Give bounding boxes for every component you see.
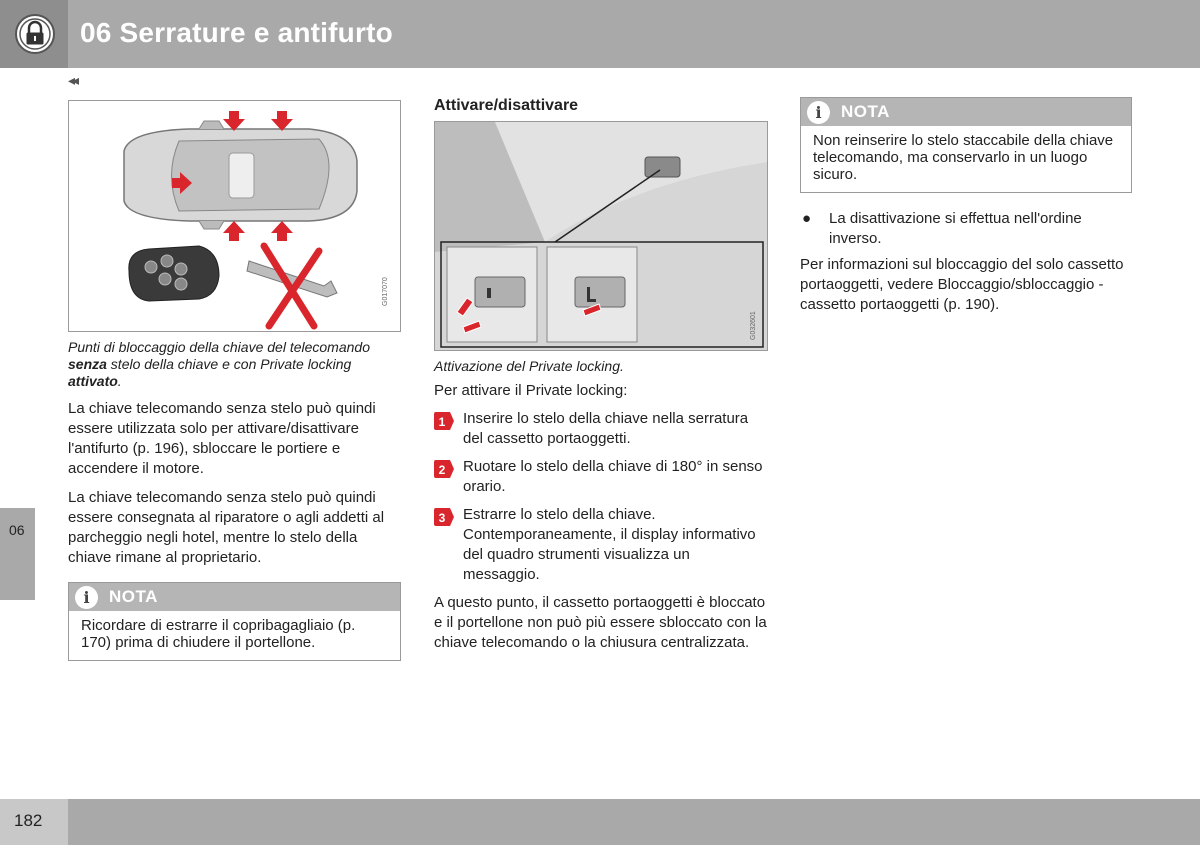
figure-caption: Punti di bloccaggio della chiave del telecomando senza stelo della chiave e con Private locking attivato.: [68, 339, 370, 389]
section-heading: Attivare/disattivare: [434, 97, 579, 114]
step-text: Ruotare lo stelo della chiave di 180° in senso orario.: [463, 458, 763, 495]
padlock-icon: [14, 13, 56, 55]
note-box-stelo: [800, 97, 1132, 193]
paragraph-key-handover: La chiave telecomando senza stelo può quindi essere consegnata al riparatore o agli addetti al parcheggio negli hotel, mentre lo stelo della chiave rimane al proprietario.: [68, 489, 385, 566]
closing-paragraph: A questo punto, il cassetto portaoggetti è bloccato e il portellone non può più essere sbloccato con la chiave telecomando o la chiusura centralizzata.: [434, 594, 767, 651]
chapter-icon-box: [0, 0, 68, 68]
step-number-badge-icon: [434, 412, 454, 430]
note-title: NOTA: [841, 102, 890, 121]
svg-text:1: 1: [438, 415, 446, 429]
note-header: [69, 583, 400, 611]
column-middle: [434, 97, 768, 653]
reference-paragraph: Per informazioni sul bloccaggio del solo cassetto portaoggetti, vedere Bloccaggio/sbloccaggio - cassetto portaoggetti (p. 190).: [800, 256, 1124, 313]
info-icon: i: [807, 101, 830, 124]
column-left: [68, 97, 401, 661]
note-box-copribagagliaio: [68, 582, 401, 661]
info-icon: i: [75, 586, 98, 609]
step-2: [434, 457, 768, 497]
step-number-badge-icon: [434, 508, 454, 526]
page-number: 182: [14, 811, 43, 830]
bullet-text: La disattivazione si effettua nell'ordine inverso.: [829, 210, 1082, 247]
side-tab-label: 06: [9, 522, 25, 538]
column-right: [800, 97, 1132, 315]
step-3: [434, 505, 768, 585]
glovebox-illustration: [435, 122, 768, 351]
note-text: Non reinserire lo stelo staccabile della chiave telecomando, ma conservarlo in un luogo sicuro.: [813, 132, 1114, 183]
steps-intro: Per attivare il Private locking:: [434, 382, 628, 399]
svg-text:3: 3: [438, 511, 446, 525]
note-title: NOTA: [109, 587, 158, 606]
chapter-header: [0, 0, 1200, 68]
note-header: [801, 98, 1131, 126]
page-number-box: [0, 799, 68, 845]
figure-code-label: G017070: [382, 277, 389, 306]
figure-caption: Attivazione del Private locking.: [434, 358, 624, 374]
bullet-item: [800, 209, 1132, 249]
chapter-side-tab[interactable]: [0, 508, 35, 600]
car-top-view-illustration: [69, 101, 401, 332]
page-footer: [0, 799, 1200, 845]
step-text: Inserire lo stelo della chiave nella serratura del cassetto portaoggetti.: [463, 410, 749, 447]
step-1: [434, 409, 768, 449]
back-navigation-arrows[interactable]: ◂◂: [68, 72, 77, 88]
chapter-title: 06 Serrature e antifurto: [80, 17, 393, 48]
svg-text:2: 2: [438, 463, 446, 477]
bullet-dot-icon: ●: [802, 210, 812, 227]
step-text: Estrarre lo stelo della chiave. Contemporaneamente, il display informativo del quadro strumenti visualizza un messaggio.: [463, 506, 756, 583]
step-number-badge-icon: [434, 460, 454, 478]
key-lock-points-figure: [68, 100, 401, 332]
figure-code-label: G032601: [750, 311, 757, 340]
paragraph-key-usage: La chiave telecomando senza stelo può quindi essere utilizzata solo per attivare/disattivare l'antifurto (p. 196), sbloccare le portiere e accendere il motore.: [68, 400, 376, 477]
glovebox-lock-figure: [434, 121, 768, 351]
note-text: Ricordare di estrarre il copribagagliaio (p. 170) prima di chiudere il portellone.: [81, 617, 356, 651]
